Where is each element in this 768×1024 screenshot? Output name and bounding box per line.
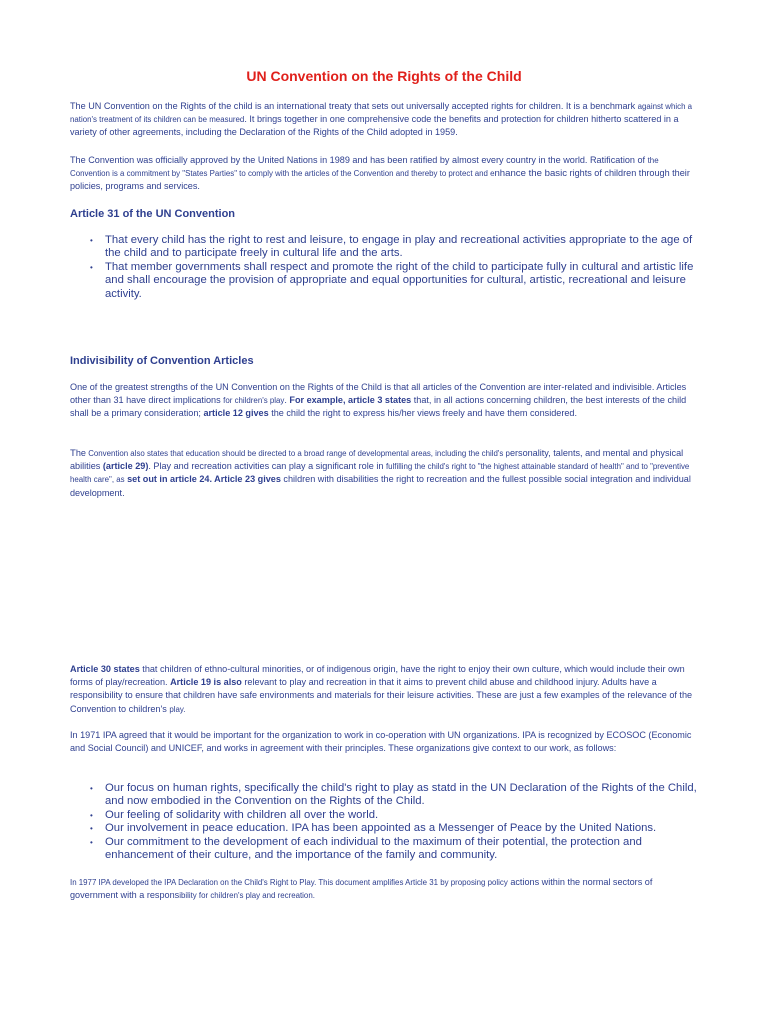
a30-text-b: that children of ethno-cultural minorities, or of indigenous origin, have the right to enjoy their own culture, which would include their own forms of play/recreation. bbox=[70, 664, 685, 688]
ipa-focus-list bbox=[70, 782, 710, 862]
bullet-icon: • bbox=[90, 236, 93, 245]
a30-text-d: relevant to play and recreation in that it aims to prevent child abuse and childhood injury. Adults have a responsibility to ensure that children have safe environments and materials for their leisure activities. These are just a few examples of the relevance of the Convention to children's bbox=[70, 677, 693, 714]
list-item-text: Our commitment to the development of each individual to the maximum of their potential, the protection and enhancement of their culture, and the importance of the family and community. bbox=[105, 835, 642, 862]
p2-bold-e: (article 29) bbox=[102, 461, 149, 472]
p1-text-e: that, in all actions concerning children, the best interests of the child shall be a primary consideration; bbox=[70, 395, 687, 419]
intro2-text-b: the Convention is a commitment by "States Parties" to comply with the articles of the Convention and thereby to protect and e bbox=[70, 156, 659, 179]
p1-text-b: for children's play bbox=[223, 396, 285, 406]
intro1-text-b: against which a nation's treatment of its children can be measured bbox=[70, 102, 693, 125]
p2-text-c: Convention also states that education should be directed to a broad range of developmental areas, including the child's p bbox=[86, 449, 510, 458]
p2-bold-h: set out in article 24. Article 23 gives bbox=[124, 474, 281, 485]
p2-text-f: . Play and recreation activities can play a significant role in bbox=[148, 461, 386, 472]
intro2-text-d: rights of children through their policies, programs and services. bbox=[70, 168, 690, 192]
ipa-1977-paragraph bbox=[70, 876, 700, 902]
intro2-text-a: The Convention was officially approved by the United Nations in 1989 and has been ratified by almost every country in the world. Ratification of bbox=[70, 155, 648, 165]
list-item bbox=[70, 822, 710, 835]
page-title: UN Convention on the Rights of the Child bbox=[246, 68, 522, 84]
p2-text-d: ersonality, talents, and mental and physical abilities bbox=[70, 448, 684, 472]
list-item bbox=[70, 836, 710, 863]
list-item bbox=[70, 782, 710, 809]
list-item-text: Our feeling of solidarity with children all over the world. bbox=[105, 808, 379, 821]
education-paragraph bbox=[70, 447, 700, 500]
p1-text-c: . bbox=[284, 395, 290, 406]
p2-text-i: children with disabilities the right to recreation and the fullest possible social integration and individual development. bbox=[70, 474, 691, 498]
bullet-icon: • bbox=[90, 784, 93, 793]
a30-bold-a: Article 30 states bbox=[70, 664, 140, 674]
p1-text-g: the child the right to express his/her views freely and have them considered. bbox=[268, 408, 578, 419]
indivisibility-heading: Indivisibility of Convention Articles bbox=[70, 355, 254, 367]
ipa1977-text-c: ibility for children's play and recreation. bbox=[179, 891, 315, 901]
p2-text-b: he bbox=[75, 448, 86, 458]
intro-paragraph bbox=[70, 100, 700, 140]
bullet-icon: • bbox=[90, 824, 93, 834]
p2-text-a: T bbox=[70, 448, 76, 459]
list-item-text: Our focus on human rights, specifically the child's right to play as statd in the UN Declaration of the Rights of the Child, and now embodied in the Convention on the Rights of the Child. bbox=[105, 782, 697, 808]
ipa1977-text-a: In 1977 IPA developed the IPA Declaration on the Child's Right to Play. This document amplifies Article 31 by proposing policy bbox=[70, 878, 508, 887]
bullet-icon: • bbox=[90, 810, 93, 820]
a30-text-e: play. bbox=[169, 704, 186, 714]
list-item bbox=[70, 261, 710, 301]
list-item-text: That member governments shall respect and promote the right of the child to participate fully in cultural and artistic life and shall encourage the provision of appropriate and equal opportunities for cultural, artistic, recreational and leisure activity. bbox=[105, 260, 694, 300]
a30-bold-c: Article 19 is also bbox=[170, 677, 242, 688]
article31-heading: Article 31 of the UN Convention bbox=[70, 208, 236, 220]
p2-text-g: fulfilling the child's right to "the highest attainable standard of health" and to "preventive health care", as bbox=[70, 462, 690, 485]
intro1-text-a: The UN Convention on the Rights of the child is an international treaty that sets out universally accepted rights for children. It is a benchmark bbox=[70, 101, 638, 111]
ipa1977-text-b: actions within the normal sectors of government with a respons bbox=[70, 877, 653, 901]
intro1-text-c: . It brings together in one comprehensive code the benefits and protection for children hitherto scattered in a variety of other agreements, including the Declaration of the Rights of the Child adopted in 1959. bbox=[70, 114, 679, 138]
intro2-text-c: nhance the basic bbox=[494, 168, 568, 180]
list-item bbox=[70, 234, 710, 261]
ipa-1971-paragraph: In 1971 IPA agreed that it would be important for the organization to work in co-operation with UN organizations. IPA is recognized by ECOSOC (Economic and Social Council) and UNICEF, and works in agreement with their principles. These organizations give context to our work, as follows: bbox=[70, 730, 692, 754]
p1-text-a: One of the greatest strengths of the UN Convention on the Rights of the Child is that all articles of the Convention are inter-related and indivisible. Articles other than 31 have direct implications bbox=[70, 382, 687, 406]
list-item bbox=[70, 809, 710, 822]
bullet-icon: • bbox=[90, 837, 93, 847]
list-item-text: Our involvement in peace education. IPA has been appointed as a Messenger of Peace by the United Nations. bbox=[105, 822, 657, 835]
indivisibility-paragraph bbox=[70, 381, 700, 421]
bullet-icon: • bbox=[90, 262, 93, 272]
article30-paragraph bbox=[70, 663, 700, 716]
article31-list bbox=[70, 234, 710, 301]
list-item-text: That every child has the right to rest and leisure, to engage in play and recreational activities appropriate to the age of the child and to participate freely in cultural life and the arts. bbox=[105, 234, 693, 260]
ratification-paragraph bbox=[70, 154, 700, 194]
p1-bold-d: For example, article 3 states bbox=[289, 395, 412, 406]
p1-bold-f: article 12 gives bbox=[203, 408, 269, 419]
